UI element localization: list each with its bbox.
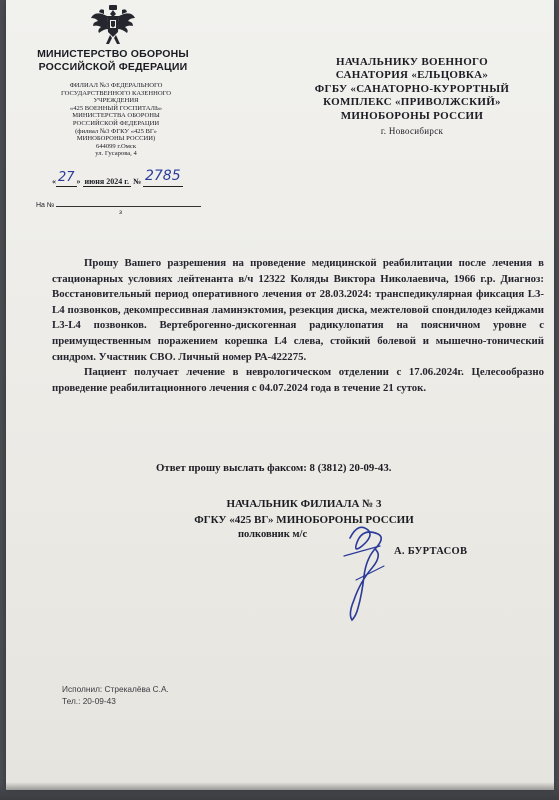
reference-line [36,202,206,216]
ministry-line-1: МИНИСТЕРСТВО ОБОРОНЫ [37,48,189,60]
signatory-name: А. БУРТАСОВ [394,546,468,557]
branch-line-2: ГОСУДАРСТВЕННОГО КАЗЕННОГО [60,89,172,97]
addressee-block [292,56,532,138]
addressee-line-2: САНАТОРИЯ «ЕЛЬЦОВКА» [335,69,489,82]
addressee-line-4: КОМПЛЕКС «ПРИВОЛЖСКИЙ» [323,96,501,109]
branch-line-1: ФИЛИАЛ №3 ФЕДЕРАЛЬНОГО [69,82,163,89]
branch-line-9: 644099 г.Омск [95,142,137,150]
branch-line-10: ул. Гусарова, 4 [95,150,137,158]
reference-label: На № [36,202,55,209]
branch-line-7: (филиал №3 ФГКУ «425 ВГ» [75,127,157,135]
branch-line-6: РОССИЙСКОЙ ФЕДЕРАЦИИ [72,119,160,127]
page-shadow [0,782,559,800]
body-paragraph-1: Прошу Вашего разрешения на проведение медицинской реабилитации после лечения в стационарных условиях лейтенанта в/ч 12322 Коляды Виктора Николаевича, 1966 г.р. Диагноз: Восстановительный период оперативного лечения от 28.03.2024: транспедикулярная фиксация L3-L4 позвонков, декомпрессивная ламинэктомия, резекция диска, межтеловой спондилодез кейджами L3-L4 позвонков. Вертеброгенно-дискогенная радикулопатия на поясничном уровне с преимущественным поражением корешка L4 слева, стойкий болевой и мышечно-тонический синдром. Участник СВО. Личный номер РА-422275. [52,257,544,363]
executor-phone: Тел.: 20-09-43 [62,696,116,706]
ministry-name [24,48,202,74]
body-paragraph-2: Пациент получает лечение в неврологическом отделении с 17.06.2024г. Целесообразно проведение реабилитационного лечения с 04.07.2024 года в течение 21 суток. [52,366,544,394]
number-label: № [132,177,141,186]
reference-rule [56,206,201,207]
branch-line-5: МИНИСТЕРСТВА ОБОРОНЫ [72,112,160,120]
signatory-title-line-1: НАЧАЛЬНИК ФИЛИАЛА № 3 [226,498,382,510]
branch-details [36,82,196,158]
reply-request: Ответ прошу выслать факсом: 8 (3812) 20-09-43. [156,462,392,474]
date-month-year: июня 2024 г. [84,177,129,186]
outgoing-number: 2785 [144,168,181,184]
executor-name: Исполнил: Стрекалёва С.А. [62,684,169,694]
addressee-line-1: НАЧАЛЬНИКУ ВОЕННОГО [336,56,488,68]
double-headed-eagle-emblem-icon [90,4,136,46]
date-close-quote: » [76,177,81,186]
executor-info [62,683,169,707]
outgoing-date-number [52,168,212,188]
date-day: 27 [58,170,75,185]
branch-line-3: УЧРЕЖДЕНИЯ [93,97,139,105]
addressee-line-5: МИНОБОРОНЫ РОССИИ [340,109,484,122]
signatory-title [154,496,454,528]
date-open-quote: « [52,177,56,186]
document-page [6,0,554,790]
branch-line-4: «425 ВОЕННЫЙ ГОСПИТАЛЬ» [69,104,163,112]
signatory-title-line-2: ФГКУ «425 ВГ» МИНОБОРОНЫ РОССИИ [194,514,414,526]
addressee-line-3: ФГБУ «САНАТОРНО-КУРОРТНЫЙ [314,82,510,95]
ministry-line-2: РОССИЙСКОЙ ФЕДЕРАЦИИ [38,61,188,73]
reference-sub: з [119,209,122,216]
letter-body [52,256,544,396]
branch-line-8: МИНОБОРОНЫ РОССИИ) [76,135,156,143]
signatory-rank: полковник м/с [238,529,308,540]
addressee-city: г. Новосибирск [380,126,444,137]
handwritten-signature-icon [328,516,398,626]
